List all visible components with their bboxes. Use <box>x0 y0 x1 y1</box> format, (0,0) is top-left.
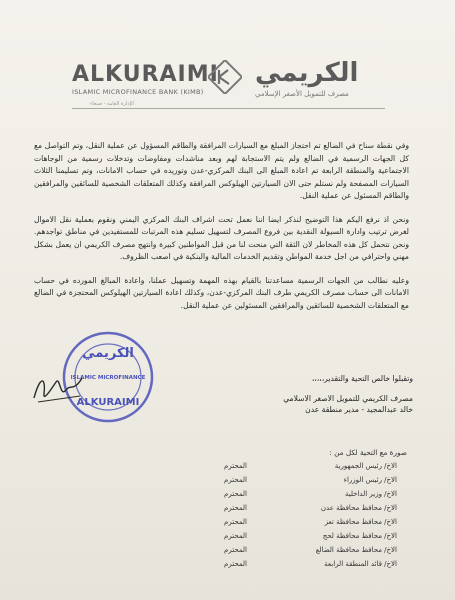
sender-line-2: خالد عبدالمجيد - مدير منطقة عدن <box>305 405 413 414</box>
cc-item <box>0 462 455 473</box>
cc-honorific: المحترم <box>224 546 247 554</box>
cc-recipient: الاخ/ محافظ محافظة لحج <box>322 532 397 540</box>
letter-body <box>34 140 409 323</box>
header-meta-line: الإدارة العامة - صنعاء <box>90 101 134 107</box>
cc-honorific: المحترم <box>224 518 247 526</box>
cc-recipient: الاخ/ محافظ محافظة الضالع <box>315 546 397 554</box>
cc-honorific: المحترم <box>224 504 247 512</box>
cc-honorific: المحترم <box>224 490 247 498</box>
brand-subtitle-en: ISLAMIC MICROFINANCE BANK (KIMB) <box>72 88 204 96</box>
cc-recipient: الاخ/ وزير الداخلية <box>344 490 397 498</box>
cc-item <box>0 560 455 571</box>
cc-item <box>0 504 455 515</box>
cc-recipient: الاخ/ محافظ محافظة تعز <box>324 518 397 526</box>
handwritten-signature <box>30 368 90 408</box>
paragraph-1: وفي نقطة سناح في الضالع تم احتجاز المبلغ مع السيارات المرافقة والطاقم المسؤول عن عملية النقل، وتم التواصل مع كل الجهات الرسمية في الضالع ولم يتم الاستجابة لهم وبعد مناشدات ومفاوضات وتدخلات رسمية من الوجاهات الاجتماعية والمنطقة الرابعة تم اعادة المبلغ الى البنك المركزي-عدن وتوريده في حساب الامانات، وتم تسليمنا الثلاث السيارات المصفحة ولم نستلم حتى الان السيارتين الهيلوكس المرافقة وكذلك المتعلقات الشخصية للسائقين والمرافقين والطاقم المسئول عن عملية النقل. <box>34 141 409 200</box>
paragraph-3: وعليه نطالب من الجهات الرسمية مساعدتنا بالقيام بهذه المهمة وتسهيل عملنا، واعادة المبالغ المورده في حساب الامانات الى حساب مصرف الكريمي طرف البنك المركزي-عدن، وكذلك اعادة السيارتين الهيلوكس المحتجزة في الضالع مع المتعلقات الشخصية للسائقين والمرافقين المسئولين عن عملية النقل. <box>34 275 409 310</box>
cc-item <box>0 532 455 543</box>
brand-name-en: ALKURAIMI <box>72 62 219 87</box>
paragraph-2: ونحن اذ نرفع اليكم هذا التوضيح لنذكر ايضا اننا نعمل تحت اشراف البنك المركزي اليمني ونقوم بعملية نقل الاموال لغرض ترتيب وادارة السيولة النقدية بين فروع المصرف لتسهيل تسليم هذه المرتبات للمستفيدين في مناطق تواجدهم. ونحن نتحمل كل هذه المخاطر لان الثقة التي منحت لنا من قبل المواطنين كبيرة وانتهج مصرف الكريمي ان يعمل بشكل مهني واحترافي من اجل خدمة المواطن وتقديم الخدمات المالية والبنكية في اصعب الظروف. <box>34 214 409 261</box>
bank-logo-icon <box>208 60 242 94</box>
stamp-text-bottom: ALKURAIMI <box>76 397 140 408</box>
signature-block <box>283 373 413 415</box>
brand-name-ar: الكريمي <box>255 58 359 88</box>
cc-recipient: الاخ/ رئيس الجمهورية <box>334 462 397 470</box>
header-divider <box>72 108 385 109</box>
cc-item <box>0 518 455 529</box>
cc-item <box>0 476 455 487</box>
stamp-text-mid: ISLAMIC MICROFINANCE <box>70 375 146 381</box>
cc-honorific: المحترم <box>224 532 247 540</box>
cc-item <box>0 490 455 501</box>
closing-line: وتقبلوا خالص التحية والتقدير،،،،، <box>311 374 413 383</box>
brand-subtitle-ar: مصرف للتمويل الأصغر الإسلامي <box>255 90 349 98</box>
cc-recipient: الاخ/ محافظ محافظة عدن <box>320 504 397 512</box>
cc-recipient: الاخ/ قائد المنطقة الرابعة <box>324 560 397 568</box>
cc-recipient: الاخ/ رئيس الوزراء <box>343 476 397 484</box>
cc-honorific: المحترم <box>224 476 247 484</box>
sender-line-1: مصرف الكريمي للتمويل الاصغر الاسلامي <box>283 394 413 403</box>
stamp-text-top: الكريمي <box>82 346 134 361</box>
cc-item <box>0 546 455 557</box>
cc-honorific: المحترم <box>224 560 247 568</box>
cc-title: صورة مع التحية لكل من : <box>329 448 407 457</box>
cc-honorific: المحترم <box>224 462 247 470</box>
